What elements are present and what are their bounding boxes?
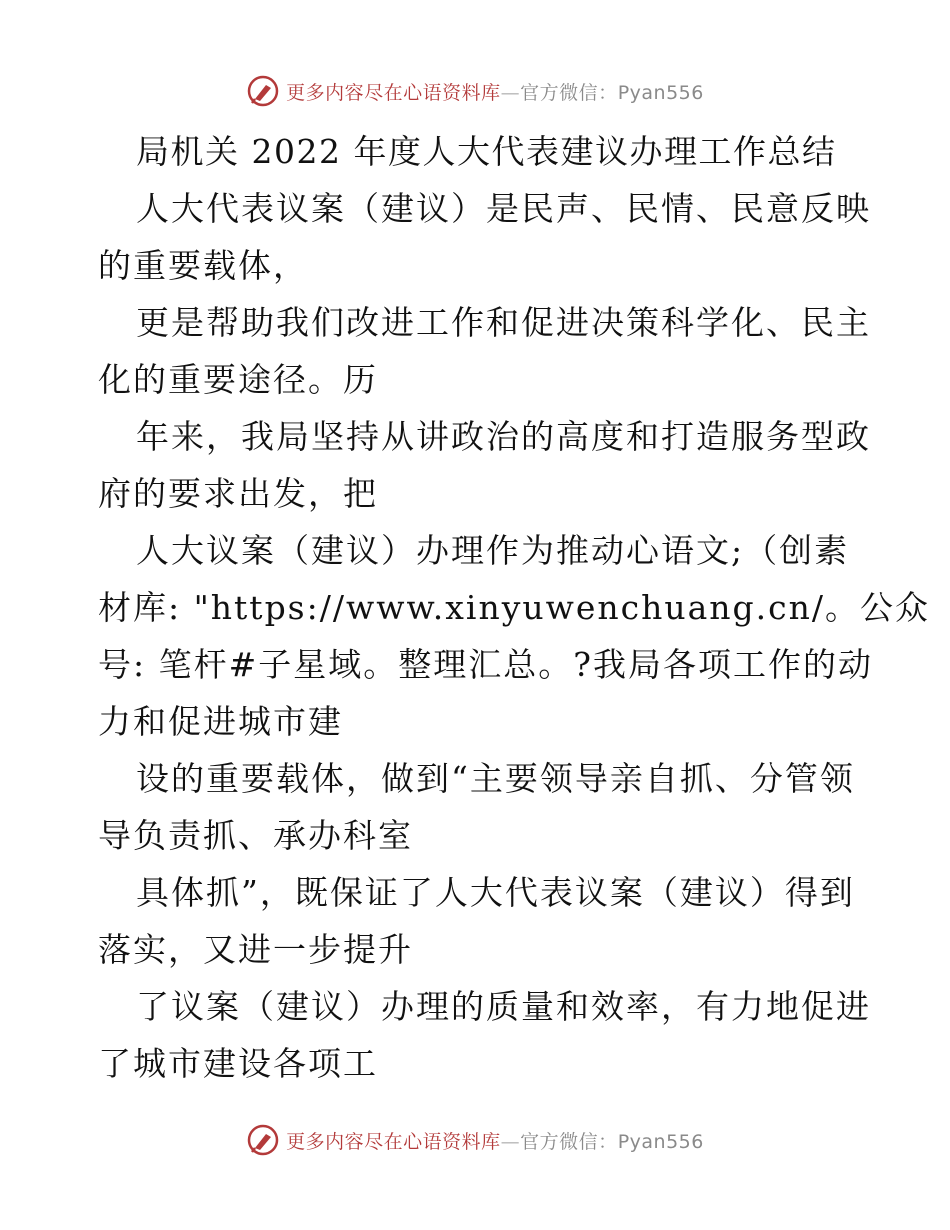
paragraph-line: 设的重要载体，做到“主要领导亲自抓、分管领: [136, 759, 855, 798]
pen-nib-logo-icon: [246, 1123, 280, 1157]
paragraph-line: 人大代表议案（建议）是民声、民情、民意反映: [136, 189, 871, 228]
paragraph-line: 号: 笔杆#子星域。整理汇总。?我局各项工作的动: [98, 645, 873, 684]
banner-dash: —: [500, 1130, 521, 1153]
paragraph-line: 导负责抓、承办科室: [98, 816, 413, 855]
paragraph-line: 府的要求出发，把: [98, 474, 378, 513]
banner-wechat-id: Pyan556: [617, 81, 704, 104]
paragraph-line: 材库: "https://www.xinyuwenchuang.cn/。公众: [98, 588, 931, 627]
paragraph-line: 了城市建设各项工: [98, 1044, 378, 1083]
banner-dash: —: [500, 81, 521, 104]
paragraph-line: 化的重要途径。历: [98, 360, 378, 399]
paragraph-line: 年来，我局坚持从讲政治的高度和打造服务型政: [136, 417, 871, 456]
paragraph-line: 更是帮助我们改进工作和促进决策科学化、民主: [136, 303, 871, 342]
document-title: 局机关 2022 年度人大代表建议办理工作总结: [136, 132, 837, 171]
paragraph-line: 具体抓”，既保证了人大代表议案（建议）得到: [136, 873, 855, 912]
paragraph-line: 人大议案（建议）办理作为推动心语文;（创素: [136, 531, 850, 570]
paragraph-line: 落实，又进一步提升: [98, 930, 413, 969]
footer-watermark-banner: [0, 1120, 950, 1160]
paragraph-line: 了议案（建议）办理的质量和效率，有力地促进: [136, 987, 871, 1026]
paragraph-line: 力和促进城市建: [98, 702, 343, 741]
document-body: [98, 123, 931, 1092]
banner-brand-text: 更多内容尽在心语资料库: [286, 1130, 501, 1153]
banner-brand-text: 更多内容尽在心语资料库: [286, 81, 501, 104]
banner-wechat-label: 官方微信：: [520, 81, 618, 104]
banner-wechat-id: Pyan556: [617, 1130, 704, 1153]
banner-wechat-label: 官方微信：: [520, 1130, 618, 1153]
pen-nib-logo-icon: [246, 74, 280, 108]
paragraph-line: 的重要载体，: [98, 246, 308, 285]
header-watermark-banner: [0, 71, 950, 111]
